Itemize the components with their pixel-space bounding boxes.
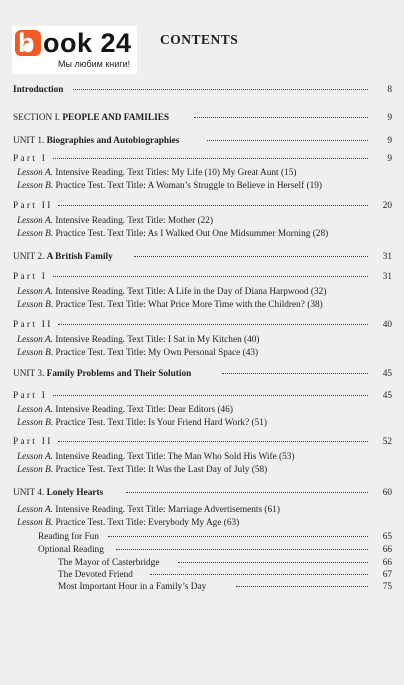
toc-entry-label: UNIT 3. Family Problems and Their Solution <box>13 369 192 379</box>
toc-entry-label: Part I <box>13 154 48 164</box>
toc-leader <box>207 139 368 141</box>
lesson-line: Lesson B. Practice Test. Text Title: Is Your Friend Hard Work? (51) <box>17 418 268 428</box>
toc-entry-unit-2-part-1[interactable] <box>0 270 404 284</box>
toc-page-number: 75 <box>382 582 392 592</box>
toc-page-number: 9 <box>387 136 392 146</box>
toc-page-number: 66 <box>382 545 392 555</box>
lesson-line: Lesson A. Intensive Reading. Text Title: Marriage Advertisements (61) <box>17 505 280 515</box>
lesson-line: Lesson B. Practice Test. Text Title: Everybody My Age (63) <box>17 518 240 528</box>
toc-entry-label: Introduction <box>13 85 64 95</box>
toc-entry-label: Most Important Hour in a Family’s Day <box>58 582 207 592</box>
lesson-line: Lesson B. Practice Test. Text Title: My Own Personal Space (43) <box>17 348 259 358</box>
toc-leader <box>222 372 368 374</box>
toc-leader <box>53 157 368 159</box>
lesson-line: Lesson A. Intensive Reading. Text Title: A Life in the Day of Diana Harpwood (32) <box>17 287 327 297</box>
toc-entry-label: Optional Reading <box>38 545 104 555</box>
toc-entry-label: The Mayor of Casterbridge <box>58 558 160 568</box>
toc-entry-label: UNIT 2. A British Family <box>13 252 113 262</box>
toc-entry-unit-1-part-1[interactable] <box>0 152 404 166</box>
lesson-line: Lesson A. Intensive Reading. Text Title: I Sat in My Kitchen (40) <box>17 335 260 345</box>
toc-page-number: 31 <box>382 272 392 282</box>
toc-entry-optional-reading[interactable] <box>0 543 404 557</box>
toc-leader <box>73 88 368 90</box>
toc-entry-section-1[interactable] <box>0 111 404 125</box>
lesson-line: Lesson A. Intensive Reading. Text Titles: My Life (10) My Great Aunt (15) <box>17 168 297 178</box>
lesson-line: Lesson B. Practice Test. Text Title: It Was the Last Day of July (58) <box>17 465 268 475</box>
toc-entry-introduction[interactable] <box>0 83 404 97</box>
lesson-line: Lesson A. Intensive Reading. Text Title: Dear Editors (46) <box>17 405 233 415</box>
toc-leader <box>150 573 368 575</box>
toc-entry-unit-1[interactable] <box>0 134 404 148</box>
toc-leader <box>178 561 368 563</box>
toc-entry-most-important-hour[interactable] <box>0 580 404 594</box>
lesson-line: Lesson B. Practice Test. Text Title: What Price More Time with the Children? (38) <box>17 300 323 310</box>
toc-entry-label: Part II <box>13 437 53 447</box>
toc-entry-unit-2-part-2[interactable] <box>0 318 404 332</box>
toc-entry-unit-3-part-2[interactable] <box>0 435 404 449</box>
logo-text: b ook 24 <box>18 28 132 58</box>
toc-entry-label: Reading for Fun <box>38 532 99 542</box>
toc-page-number: 9 <box>387 154 392 164</box>
lesson-line: Lesson B. Practice Test. Text Title: A Woman’s Struggle to Believe in Herself (19) <box>17 181 322 191</box>
toc-entry-unit-3-part-1[interactable] <box>0 389 404 403</box>
toc-page-number: 40 <box>382 320 392 330</box>
toc-entry-label: SECTION I. PEOPLE AND FAMILIES <box>13 113 170 123</box>
toc-entry-label: The Devoted Friend <box>58 570 133 580</box>
toc-leader <box>108 535 368 537</box>
toc-entry-label: Part II <box>13 320 53 330</box>
toc-entry-unit-1-part-2[interactable] <box>0 199 404 213</box>
brand-logo[interactable] <box>12 26 137 74</box>
toc-page-number: 45 <box>382 369 392 379</box>
toc-page-number: 52 <box>382 437 392 447</box>
logo-tagline: Мы любим книги! <box>58 59 131 69</box>
toc-entry-unit-3[interactable] <box>0 367 404 381</box>
lesson-line: Lesson A. Intensive Reading. Text Title: The Man Who Sold His Wife (53) <box>17 452 295 462</box>
toc-entry-unit-2[interactable] <box>0 250 404 264</box>
toc-page-number: 66 <box>382 558 392 568</box>
toc-page-number: 60 <box>382 488 392 498</box>
toc-page-number: 67 <box>382 570 392 580</box>
toc-entry-label: Part I <box>13 391 48 401</box>
toc-page-number: 8 <box>387 85 392 95</box>
toc-page-number: 9 <box>387 113 392 123</box>
toc-leader <box>58 440 368 442</box>
toc-leader <box>58 323 368 325</box>
toc-leader <box>58 204 368 206</box>
toc-entry-label: Part I <box>13 272 48 282</box>
logo-b-letter: b <box>18 28 35 58</box>
toc-entry-label: UNIT 4. Lonely Hearts <box>13 488 104 498</box>
toc-page-number: 45 <box>382 391 392 401</box>
toc-leader <box>116 548 368 550</box>
toc-entry-unit-4[interactable] <box>0 486 404 500</box>
lesson-line: Lesson A. Intensive Reading. Text Title: Mother (22) <box>17 216 214 226</box>
toc-leader <box>126 491 368 493</box>
lesson-line: Lesson B. Practice Test. Text Title: As I Walked Out One Midsummer Morning (28) <box>17 229 329 239</box>
toc-leader <box>236 585 368 587</box>
toc-page-number: 65 <box>382 532 392 542</box>
toc-page-number: 20 <box>382 201 392 211</box>
toc-leader <box>134 255 368 257</box>
toc-leader <box>53 275 368 277</box>
toc-leader <box>53 394 368 396</box>
toc-entry-label: Part II <box>13 201 53 211</box>
toc-leader <box>194 116 368 118</box>
toc-entry-label: UNIT 1. Biographies and Autobiographies <box>13 136 180 146</box>
toc-entry-reading-for-fun[interactable] <box>0 530 404 544</box>
toc-page-number: 31 <box>382 252 392 262</box>
page-title: CONTENTS <box>160 32 239 47</box>
